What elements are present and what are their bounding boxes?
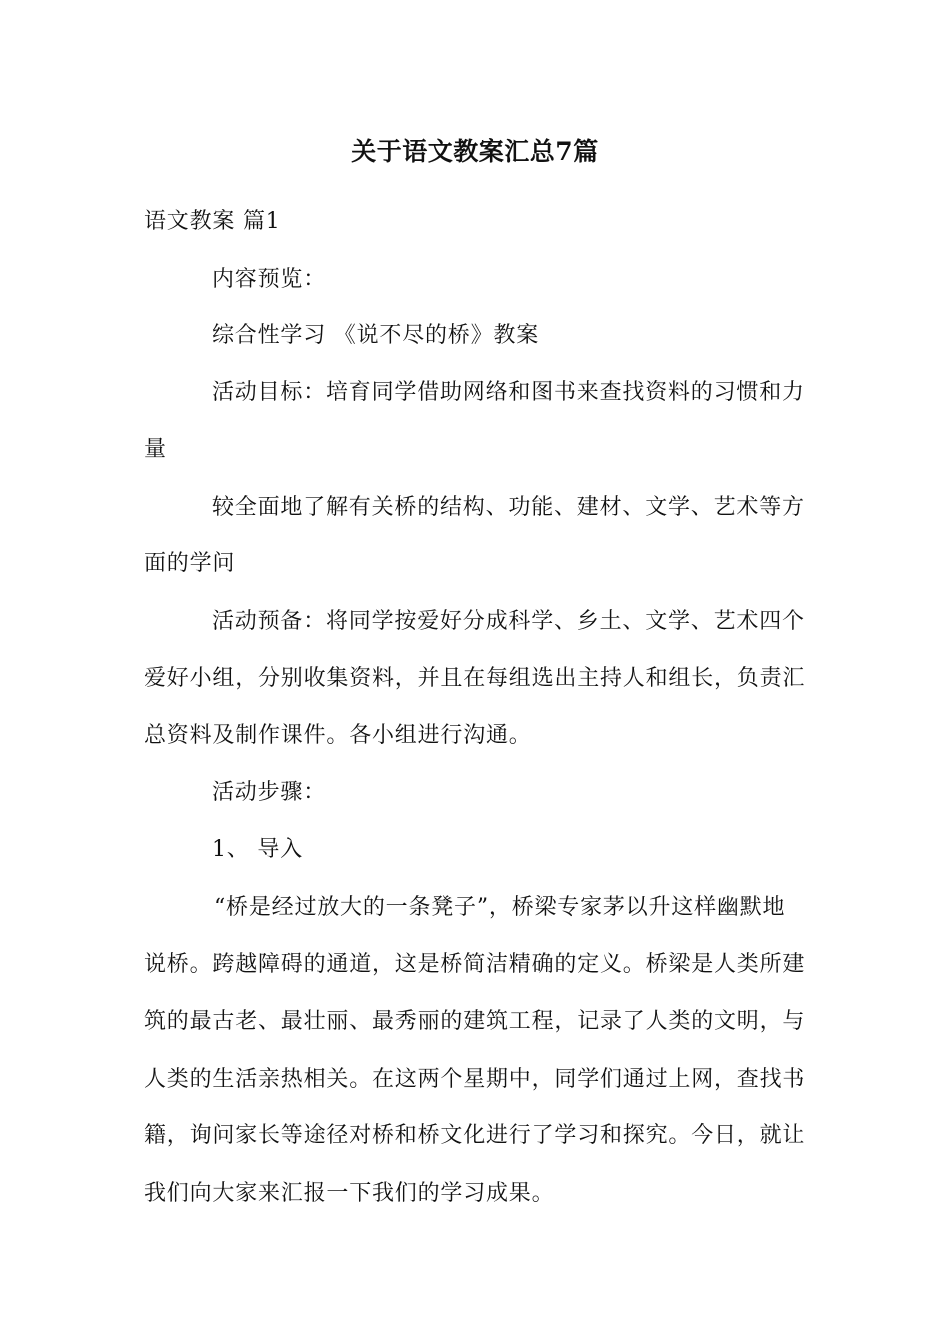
paragraph-line: 较全面地了解有关桥的结构、功能、建材、文学、艺术等方 [212,495,805,520]
paragraph-line: 人类的生活亲热相关。在这两个星期中，同学们通过上网，查找书 [144,1067,806,1092]
paragraph-line: 总资料及制作课件。各小组进行沟通。 [144,723,532,748]
paragraph-line: 籍，询问家长等途径对桥和桥文化进行了学习和探究。今日，就让 [144,1123,806,1148]
paragraph-line: 活动步骤： [212,780,327,805]
paragraph-line: 活动预备：将同学按爱好分成科学、乡土、文学、艺术四个 [212,609,805,634]
paragraph-line: 活动目标：培育同学借助网络和图书来查找资料的习惯和力 [212,380,805,405]
paragraph-line: 内容预览： [212,267,327,292]
paragraph-line: 说桥。跨越障碍的通道，这是桥简洁精确的定义。桥梁是人类所建 [144,952,806,977]
paragraph-line: 面的学问 [144,551,236,576]
paragraph-line: 综合性学习 《说不尽的桥》教案 [212,323,539,348]
section-heading: 语文教案 篇1 [144,209,281,234]
paragraph-line: 量 [144,437,167,462]
paragraph-line: 我们向大家来汇报一下我们的学习成果。 [144,1181,555,1206]
paragraph-line: 筑的最古老、最壮丽、最秀丽的建筑工程，记录了人类的文明，与 [144,1009,806,1034]
list-item: 1、 导入 [212,837,303,862]
document-title: 关于语文教案汇总7篇 [351,137,599,166]
paragraph-line: 爱好小组，分别收集资料，并且在每组选出主持人和组长，负责汇 [144,666,806,691]
paragraph-line: “桥是经过放大的一条凳子”，桥梁专家茅以升这样幽默地 [214,895,786,920]
